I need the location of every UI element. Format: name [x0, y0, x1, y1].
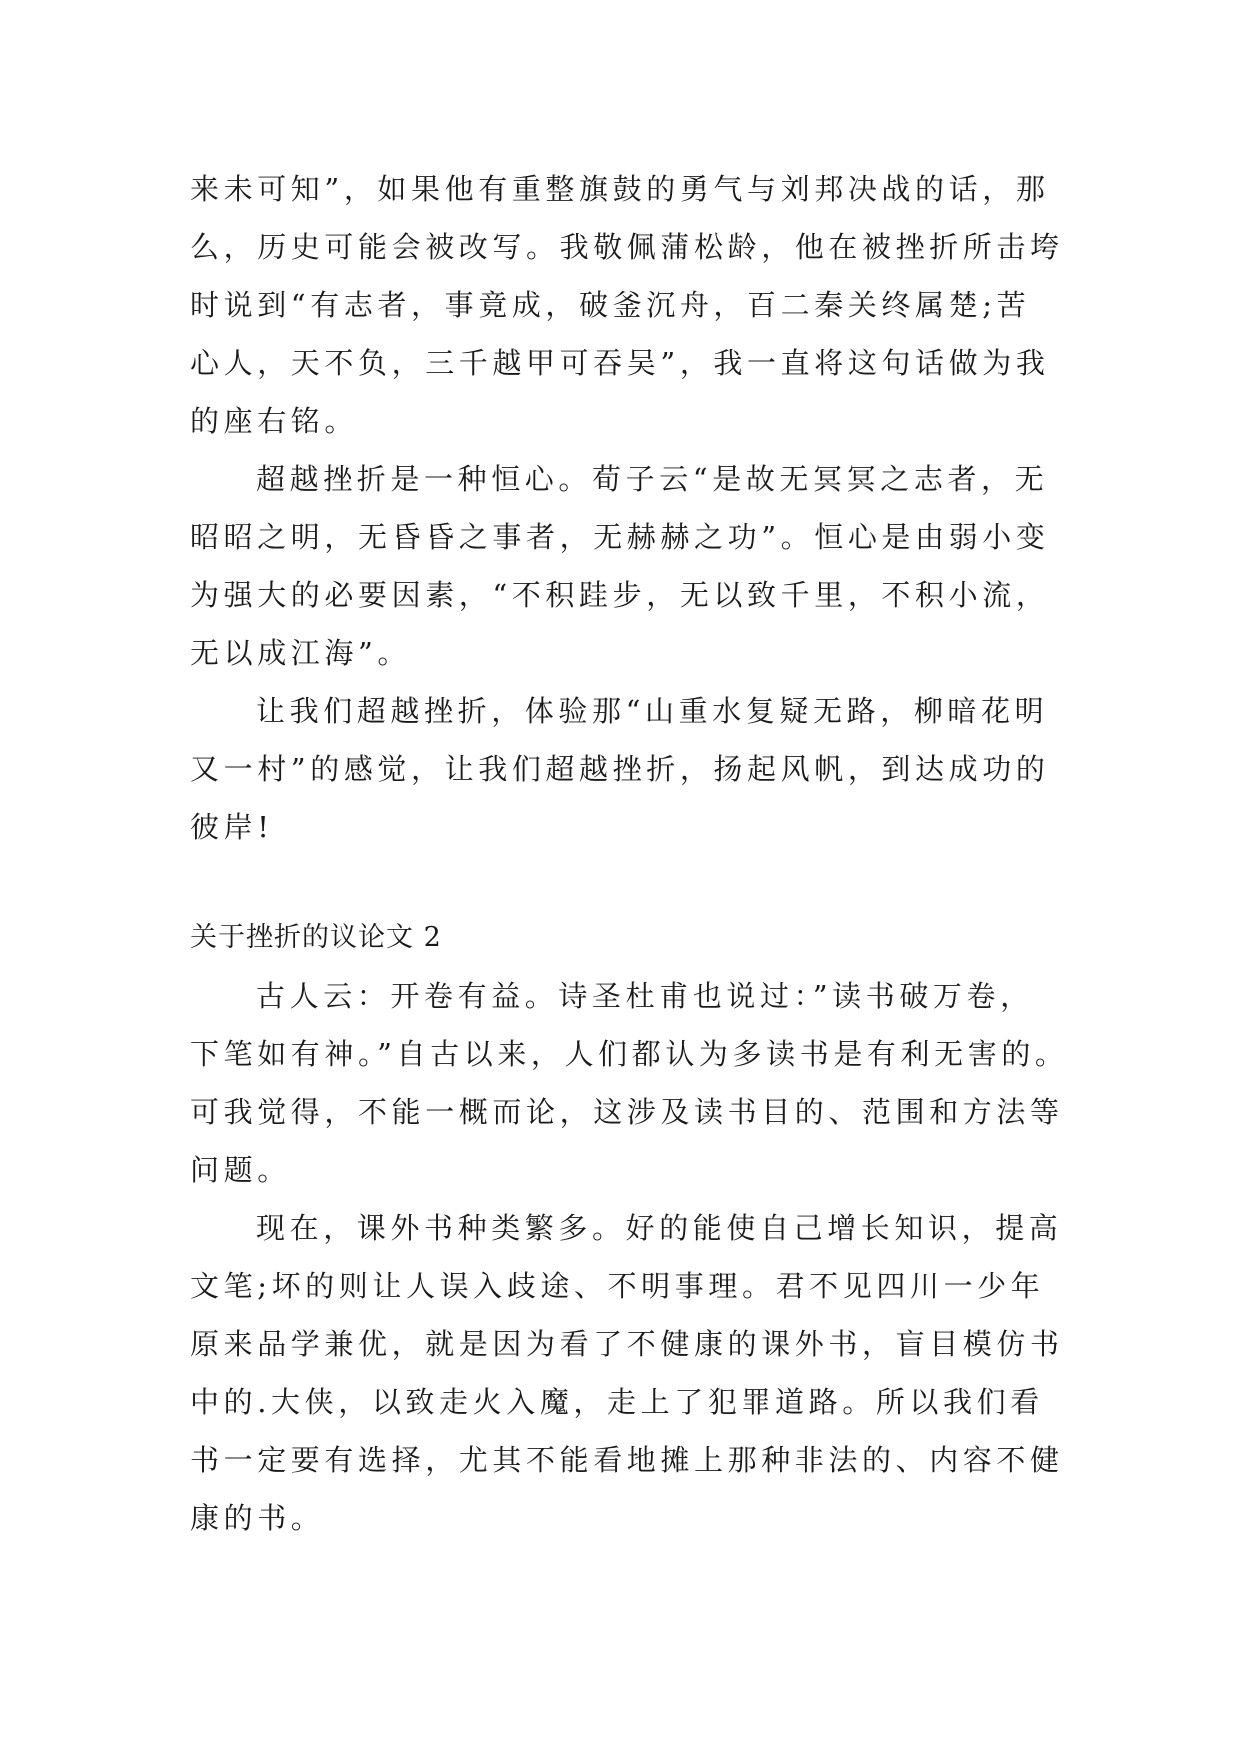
paragraph-4 [190, 967, 1070, 1199]
paragraph-3 [190, 682, 1070, 856]
section-2-body [190, 967, 1070, 1547]
section-1-body [190, 160, 1070, 856]
text-line: 文笔;坏的则让人误入歧途、不明事理。君不见四川一少年 [190, 1269, 1045, 1303]
text-line: 又一村”的感觉，让我们超越挫折，扬起风帆，到达成功的 [190, 752, 1050, 786]
paragraph-1 [190, 160, 1070, 450]
text-line: 康的书。 [190, 1501, 325, 1535]
text-line: 中的.大侠，以致走火入魔，走上了犯罪道路。所以我们看 [190, 1385, 1044, 1419]
section-heading: 关于挫折的议论文 2 [190, 922, 442, 953]
text-line: 为强大的必要因素，“不积跬步，无以致千里，不积小流， [190, 578, 1050, 612]
text-line: 超越挫折是一种恒心。荀子云“是故无冥冥之志者，无 [256, 462, 1049, 496]
paragraph-5 [190, 1199, 1070, 1547]
text-line: 现在，课外书种类繁多。好的能使自己增长知识，提高 [256, 1211, 1063, 1245]
text-line: 么，历史可能会被改写。我敬佩蒲松龄，他在被挫折所击垮 [190, 230, 1064, 264]
text-line: 下笔如有神。”自古以来，人们都认为多读书是有利无害的。 [190, 1037, 1069, 1071]
text-line: 无以成江海”。 [190, 636, 412, 670]
text-line: 原来品学兼优，就是因为看了不健康的课外书，盲目模仿书 [190, 1327, 1064, 1361]
text-line: 问题。 [190, 1153, 291, 1187]
section-2-heading-block [190, 909, 1070, 967]
text-line: 来未可知”，如果他有重整旗鼓的勇气与刘邦决战的话，那 [190, 172, 1050, 206]
text-line: 可我觉得，不能一概而论，这涉及读书目的、范围和方法等 [190, 1095, 1064, 1129]
text-line: 让我们超越挫折，体验那“山重水复疑无路，柳暗花明 [256, 694, 1049, 728]
text-line: 彼岸! [190, 810, 274, 844]
text-line: 时说到“有志者，事竟成，破釜沉舟，百二秦关终属楚;苦 [190, 288, 1031, 322]
text-line: 心人，天不负，三千越甲可吞吴”，我一直将这句话做为我 [190, 346, 1050, 380]
text-line: 书一定要有选择，尤其不能看地摊上那种非法的、内容不健 [190, 1443, 1064, 1477]
paragraph-2 [190, 450, 1070, 682]
text-line: 的座右铭。 [190, 404, 359, 438]
text-line: 昭昭之明，无昏昏之事者，无赫赫之功”。恒心是由弱小变 [190, 520, 1050, 554]
text-line: 古人云：开卷有益。诗圣杜甫也说过：”读书破万卷， [256, 979, 1034, 1013]
